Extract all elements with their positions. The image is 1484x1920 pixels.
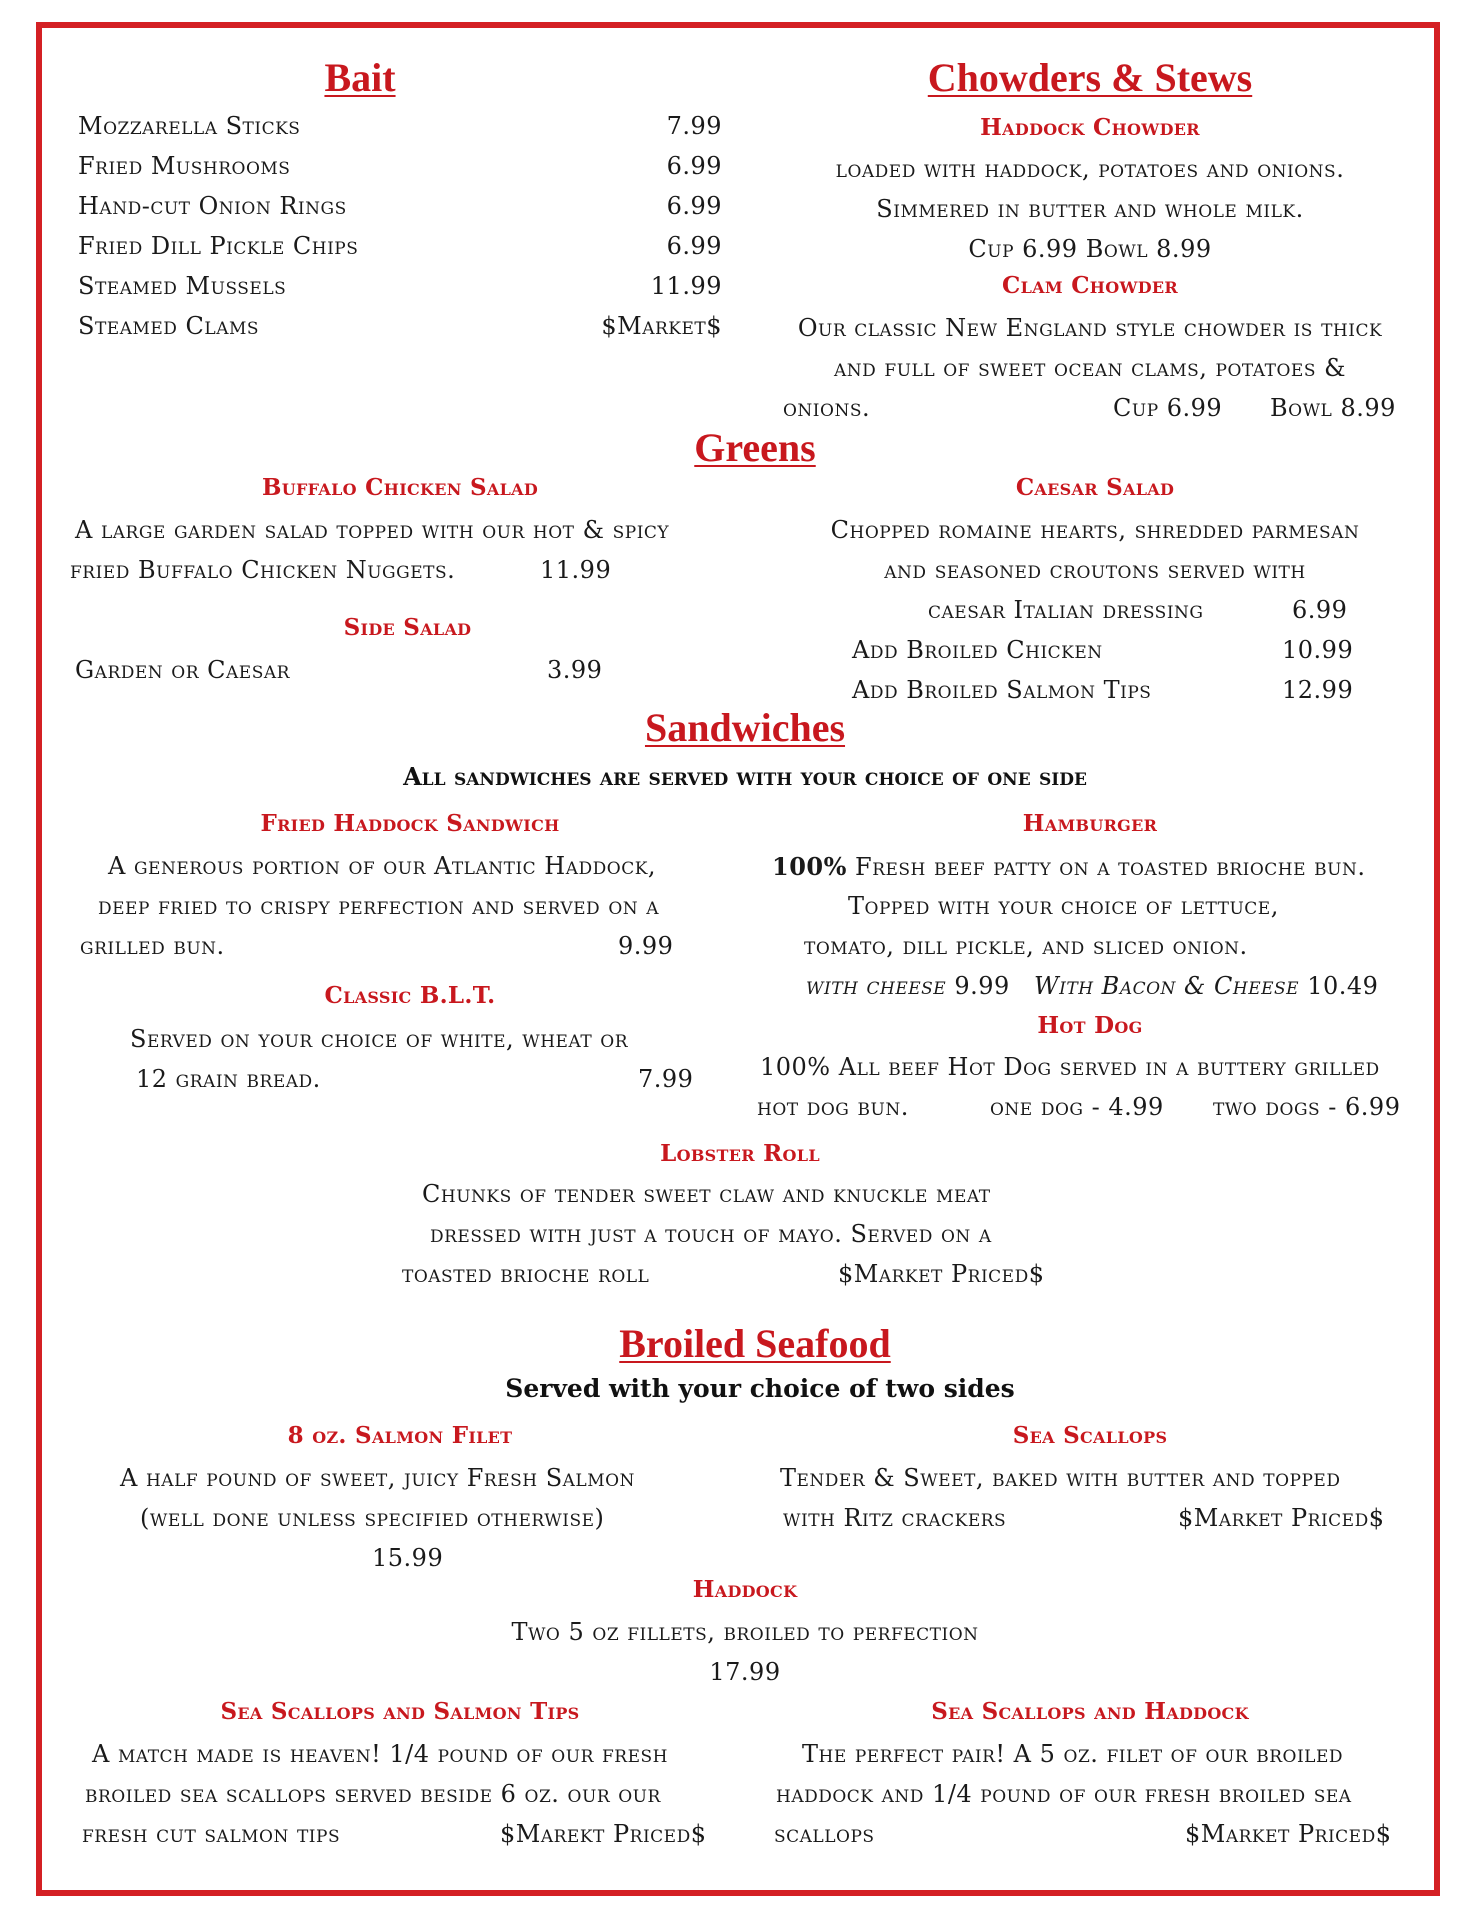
scallops-salmon-desc-3: fresh cut salmon tips <box>82 1820 341 1848</box>
hamburger-desc-1 <box>772 852 1366 881</box>
buffalo-salad-desc-1: A large garden salad topped with our hot & spicy <box>75 516 670 544</box>
haddock-sandwich-desc-2: deep fried to crispy perfection and served on a <box>98 892 660 920</box>
blt-price: 7.99 <box>638 1065 694 1093</box>
bait-item-name: Fried Dill Pickle Chips <box>78 232 359 260</box>
haddock-broiled-price: 17.99 <box>709 1658 781 1686</box>
bait-item-price: 7.99 <box>666 112 722 140</box>
side-salad-price: 3.99 <box>547 656 603 684</box>
sandwiches-title: Sandwiches <box>644 705 846 750</box>
broiled-title: Broiled Seafood <box>619 1321 891 1366</box>
haddock-sandwich-desc-1: A generous portion of our Atlantic Haddock, <box>108 852 657 880</box>
buffalo-salad-price: 11.99 <box>540 556 612 584</box>
bait-title: Bait <box>324 55 396 100</box>
scallops-haddock-desc-2: haddock and 1/4 pound of our fresh broiled sea <box>776 1780 1352 1808</box>
bait-item <box>78 112 722 140</box>
clam-chowder-desc-1: Our classic New England style chowder is thick <box>797 314 1383 342</box>
bait-item <box>78 232 722 260</box>
scallops-haddock-desc-1: The perfect pair! A 5 oz. filet of our broiled <box>802 1740 1344 1768</box>
lobster-roll-desc-3: toasted brioche roll <box>402 1260 650 1288</box>
blt-desc-2: 12 grain bread. <box>136 1065 321 1093</box>
caesar-addon-1: Add Broiled Chicken <box>852 636 1103 664</box>
hamburger-desc-1-text: Fresh beef patty on a toasted brioche bun. <box>846 853 1366 881</box>
caesar-salad-price: 6.99 <box>1292 596 1348 624</box>
scallops-haddock-title: Sea Scallops and Haddock <box>931 1698 1249 1725</box>
bait-item <box>78 272 722 300</box>
clam-chowder-cup: Cup 6.99 <box>1113 394 1223 422</box>
clam-chowder-title: Clam Chowder <box>1002 272 1178 299</box>
sandwiches-subtitle: All sandwiches are served with your choice of one side <box>403 762 1087 791</box>
lobster-roll-desc-1: Chunks of tender sweet claw and knuckle meat <box>422 1180 991 1208</box>
bait-item-price: 11.99 <box>650 272 722 300</box>
caesar-addon-1-price: 10.99 <box>1282 636 1354 664</box>
sea-scallops-desc-1: Tender & Sweet, baked with butter and topped <box>780 1464 1341 1492</box>
hotdog-title: Hot Dog <box>1037 1012 1143 1039</box>
haddock-sandwich-title: Fried Haddock Sandwich <box>260 810 560 837</box>
scallops-salmon-desc-1: A match made is heaven! 1/4 pound of our fresh <box>92 1740 668 1768</box>
haddock-chowder-price: Cup 6.99 Bowl 8.99 <box>968 235 1212 263</box>
bacon-label: With Bacon & Cheese <box>1034 972 1300 1000</box>
bait-item <box>78 192 722 220</box>
salmon-filet-desc-1: A half pound of sweet, juicy Fresh Salmon <box>120 1464 635 1492</box>
cheese-label: with cheese <box>806 972 947 1000</box>
hamburger-pct: 100% <box>772 852 847 881</box>
side-salad-title: Side Salad <box>343 614 472 641</box>
bait-item-name: Fried Mushrooms <box>78 152 291 180</box>
scallops-salmon-title: Sea Scallops and Salmon Tips <box>220 1698 580 1725</box>
bait-item <box>78 152 722 180</box>
caesar-salad-title: Caesar Salad <box>1015 474 1175 501</box>
blt-title: Classic B.L.T. <box>324 982 496 1009</box>
caesar-addon-2: Add Broiled Salmon Tips <box>852 676 1152 704</box>
side-salad-desc: Garden or Caesar <box>75 656 290 684</box>
salmon-filet-price: 15.99 <box>372 1544 444 1572</box>
hamburger-title: Hamburger <box>1022 810 1158 837</box>
hamburger-desc-2: Topped with your choice of lettuce, <box>848 892 1279 920</box>
scallops-salmon-desc-2: broiled sea scallops served beside 6 oz. our our <box>85 1780 661 1808</box>
bait-item-name: Steamed Clams <box>78 312 260 340</box>
hamburger-desc-3: tomato, dill pickle, and sliced onion. <box>804 932 1248 960</box>
bait-item <box>78 312 722 340</box>
hotdog-desc-2b: one dog - 4.99 <box>990 1093 1164 1121</box>
bait-item-name: Hand-cut Onion Rings <box>78 192 347 220</box>
greens-title: Greens <box>694 425 816 470</box>
clam-chowder-desc-2: and full of sweet ocean clams, potatoes & <box>834 354 1346 382</box>
haddock-chowder-title: Haddock Chowder <box>980 114 1200 141</box>
sea-scallops-title: Sea Scallops <box>1012 1422 1168 1449</box>
bacon-price: 10.49 <box>1307 972 1379 1000</box>
bait-item-name: Steamed Mussels <box>78 272 287 300</box>
hamburger-cheese <box>806 972 1010 1000</box>
clam-chowder-bowl: Bowl 8.99 <box>1270 394 1396 422</box>
scallops-salmon-price: $Marekt Priced$ <box>500 1820 707 1848</box>
chowders-title: Chowders & Stews <box>927 55 1253 100</box>
lobster-roll-price: $Market Priced$ <box>838 1260 1045 1288</box>
bait-item-price: $Market$ <box>601 312 722 340</box>
scallops-haddock-desc-3: scallops <box>774 1820 875 1848</box>
hotdog-desc-2c: two dogs - 6.99 <box>1213 1093 1401 1121</box>
hotdog-desc-2a: hot dog bun. <box>757 1093 909 1121</box>
salmon-filet-desc-2: (well done unless specified otherwise) <box>140 1504 605 1532</box>
caesar-salad-desc-3: caesar Italian dressing <box>928 596 1204 624</box>
bait-item-price: 6.99 <box>666 192 722 220</box>
bait-item-name: Mozzarella Sticks <box>78 112 301 140</box>
caesar-salad-desc-1: Chopped romaine hearts, shredded parmesan <box>830 516 1360 544</box>
buffalo-salad-desc-2: fried Buffalo Chicken Nuggets. <box>70 556 456 584</box>
lobster-roll-desc-2: dressed with just a touch of mayo. Served on a <box>430 1220 992 1248</box>
haddock-sandwich-price: 9.99 <box>618 932 674 960</box>
broiled-subtitle: Served with your choice of two sides <box>505 1374 1015 1403</box>
caesar-salad-desc-2: and seasoned croutons served with <box>884 556 1306 584</box>
haddock-chowder-desc-1: loaded with haddock, potatoes and onions. <box>835 155 1345 183</box>
cheese-price: 9.99 <box>954 972 1010 1000</box>
lobster-roll-title: Lobster Roll <box>660 1140 820 1167</box>
hotdog-desc-1: 100% All beef Hot Dog served in a buttery grilled <box>760 1053 1380 1081</box>
blt-desc-1: Served on your choice of white, wheat or <box>130 1025 629 1053</box>
hamburger-bacon <box>1034 972 1378 1000</box>
sea-scallops-desc-2: with Ritz crackers <box>783 1504 1007 1532</box>
clam-chowder-desc-3: onions. <box>783 394 871 422</box>
caesar-addon-2-price: 12.99 <box>1282 676 1354 704</box>
haddock-broiled-desc: Two 5 oz fillets, broiled to perfection <box>511 1618 979 1646</box>
haddock-broiled-title: Haddock <box>692 1576 798 1603</box>
sea-scallops-price: $Market Priced$ <box>1178 1504 1385 1532</box>
buffalo-salad-title: Buffalo Chicken Salad <box>261 474 539 501</box>
scallops-haddock-price: $Market Priced$ <box>1185 1820 1392 1848</box>
bait-item-price: 6.99 <box>666 152 722 180</box>
bait-item-price: 6.99 <box>666 232 722 260</box>
salmon-filet-title: 8 oz. Salmon Filet <box>287 1422 513 1449</box>
haddock-sandwich-desc-3: grilled bun. <box>80 932 225 960</box>
haddock-chowder-desc-2: Simmered in butter and whole milk. <box>876 195 1304 223</box>
